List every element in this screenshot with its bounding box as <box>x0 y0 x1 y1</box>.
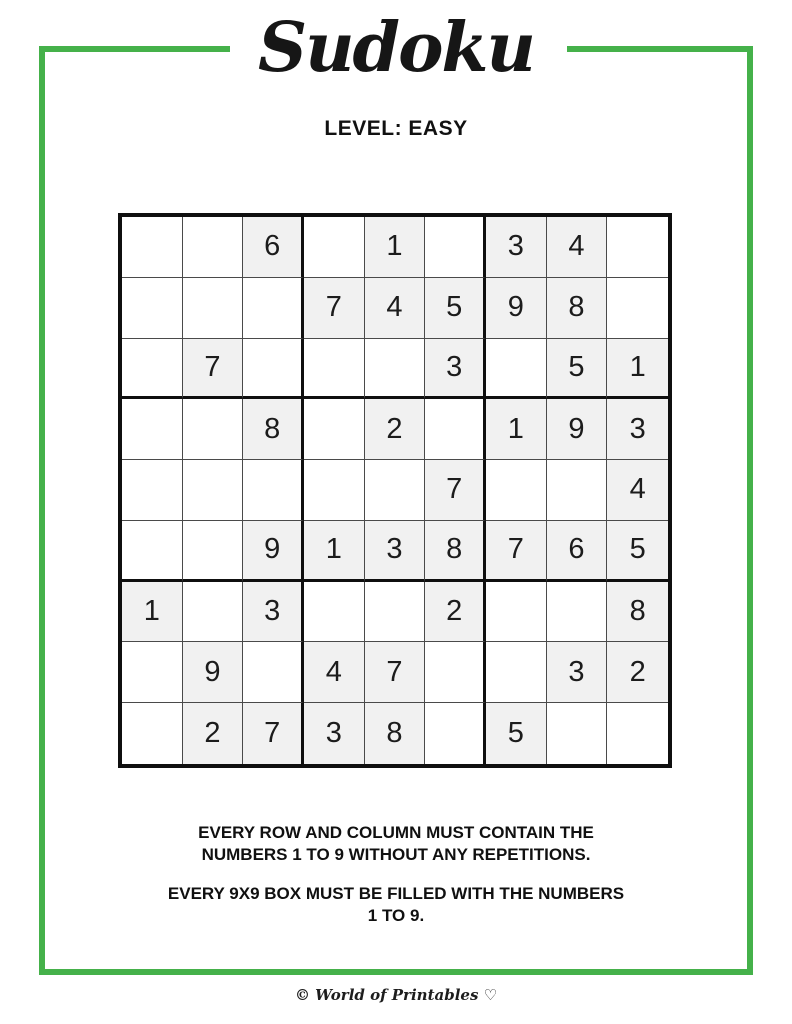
sudoku-cell-given: 5 <box>607 521 668 582</box>
sudoku-cell-empty[interactable] <box>183 521 244 582</box>
sudoku-cell-empty[interactable] <box>365 582 426 643</box>
sudoku-cell-given: 3 <box>486 217 547 278</box>
sudoku-cell-empty[interactable] <box>304 217 365 278</box>
sudoku-cell-empty[interactable] <box>607 703 668 764</box>
sudoku-cell-given: 6 <box>243 217 304 278</box>
sudoku-cell-empty[interactable] <box>122 642 183 703</box>
sudoku-cell-given: 3 <box>304 703 365 764</box>
sudoku-cell-empty[interactable] <box>122 339 183 400</box>
sudoku-cell-given: 1 <box>607 339 668 400</box>
sudoku-cell-empty[interactable] <box>183 399 244 460</box>
sudoku-cell-empty[interactable] <box>304 582 365 643</box>
sudoku-cell-given: 6 <box>547 521 608 582</box>
sudoku-cell-empty[interactable] <box>183 217 244 278</box>
sudoku-cell-empty[interactable] <box>243 642 304 703</box>
sudoku-cell-given: 9 <box>183 642 244 703</box>
sudoku-cell-given: 7 <box>304 278 365 339</box>
sudoku-cell-given: 8 <box>547 278 608 339</box>
sudoku-cell-given: 3 <box>425 339 486 400</box>
sudoku-cell-given: 4 <box>304 642 365 703</box>
sudoku-cell-given: 4 <box>365 278 426 339</box>
sudoku-cell-empty[interactable] <box>547 582 608 643</box>
sudoku-cell-given: 9 <box>243 521 304 582</box>
frame-border-bottom <box>39 969 753 975</box>
sudoku-cell-given: 7 <box>425 460 486 521</box>
instruction-line: EVERY ROW AND COLUMN MUST CONTAIN THE <box>198 823 594 842</box>
sudoku-cell-empty[interactable] <box>365 339 426 400</box>
sudoku-cell-given: 2 <box>607 642 668 703</box>
level-label: LEVEL: EASY <box>324 117 468 140</box>
sudoku-cell-empty[interactable] <box>183 460 244 521</box>
sudoku-cell-given: 8 <box>607 582 668 643</box>
sudoku-cell-given: 9 <box>486 278 547 339</box>
sudoku-cell-given: 7 <box>365 642 426 703</box>
sudoku-cell-given: 2 <box>425 582 486 643</box>
sudoku-cell-empty[interactable] <box>547 460 608 521</box>
sudoku-cell-given: 7 <box>243 703 304 764</box>
sudoku-cell-empty[interactable] <box>547 703 608 764</box>
sudoku-cell-given: 5 <box>486 703 547 764</box>
sudoku-cell-empty[interactable] <box>122 703 183 764</box>
sudoku-cell-empty[interactable] <box>425 642 486 703</box>
instructions <box>0 822 792 944</box>
sudoku-cell-given: 9 <box>547 399 608 460</box>
instruction-line: EVERY 9X9 BOX MUST BE FILLED WITH THE NUMBERS <box>167 884 625 903</box>
sudoku-cell-given: 3 <box>547 642 608 703</box>
sudoku-cell-empty[interactable] <box>122 217 183 278</box>
rule-rows-columns <box>0 822 792 866</box>
sudoku-cell-given: 3 <box>607 399 668 460</box>
sudoku-cell-given: 1 <box>365 217 426 278</box>
sudoku-cell-given: 7 <box>486 521 547 582</box>
sudoku-cell-given: 2 <box>365 399 426 460</box>
sudoku-cell-empty[interactable] <box>183 582 244 643</box>
sudoku-cell-empty[interactable] <box>365 460 426 521</box>
sudoku-cell-empty[interactable] <box>607 217 668 278</box>
instruction-line: 1 TO 9. <box>367 906 425 925</box>
sudoku-cell-empty[interactable] <box>243 278 304 339</box>
sudoku-cell-given: 1 <box>122 582 183 643</box>
sudoku-cell-empty[interactable] <box>304 399 365 460</box>
rule-boxes <box>0 883 792 927</box>
sudoku-cell-empty[interactable] <box>304 339 365 400</box>
sudoku-cell-empty[interactable] <box>243 339 304 400</box>
sudoku-cell-empty[interactable] <box>607 278 668 339</box>
sudoku-cell-empty[interactable] <box>304 460 365 521</box>
sudoku-cell-given: 5 <box>425 278 486 339</box>
sudoku-cell-empty[interactable] <box>122 399 183 460</box>
sudoku-cell-empty[interactable] <box>486 642 547 703</box>
sudoku-grid <box>118 213 672 768</box>
sudoku-cell-empty[interactable] <box>122 278 183 339</box>
brand-credit: © World of Printables ♡ <box>294 986 498 1004</box>
sudoku-cell-empty[interactable] <box>183 278 244 339</box>
sudoku-cell-given: 4 <box>607 460 668 521</box>
sudoku-cell-empty[interactable] <box>425 703 486 764</box>
sudoku-cell-given: 5 <box>547 339 608 400</box>
sudoku-cell-empty[interactable] <box>486 460 547 521</box>
sudoku-cell-given: 3 <box>365 521 426 582</box>
sudoku-cell-empty[interactable] <box>122 521 183 582</box>
sudoku-cell-given: 4 <box>547 217 608 278</box>
sudoku-cell-given: 8 <box>243 399 304 460</box>
sudoku-cell-given: 1 <box>304 521 365 582</box>
sudoku-cell-given: 3 <box>243 582 304 643</box>
sudoku-cell-empty[interactable] <box>425 217 486 278</box>
sudoku-cell-empty[interactable] <box>122 460 183 521</box>
sudoku-cell-given: 1 <box>486 399 547 460</box>
page-title: Sudoku <box>257 8 534 88</box>
sudoku-cell-given: 8 <box>365 703 426 764</box>
sudoku-cell-given: 8 <box>425 521 486 582</box>
sudoku-cell-empty[interactable] <box>243 460 304 521</box>
sudoku-cell-empty[interactable] <box>486 339 547 400</box>
instruction-line: NUMBERS 1 TO 9 WITHOUT ANY REPETITIONS. <box>201 845 591 864</box>
sudoku-cell-empty[interactable] <box>486 582 547 643</box>
sudoku-cell-given: 7 <box>183 339 244 400</box>
sudoku-cell-empty[interactable] <box>425 399 486 460</box>
sudoku-cell-given: 2 <box>183 703 244 764</box>
